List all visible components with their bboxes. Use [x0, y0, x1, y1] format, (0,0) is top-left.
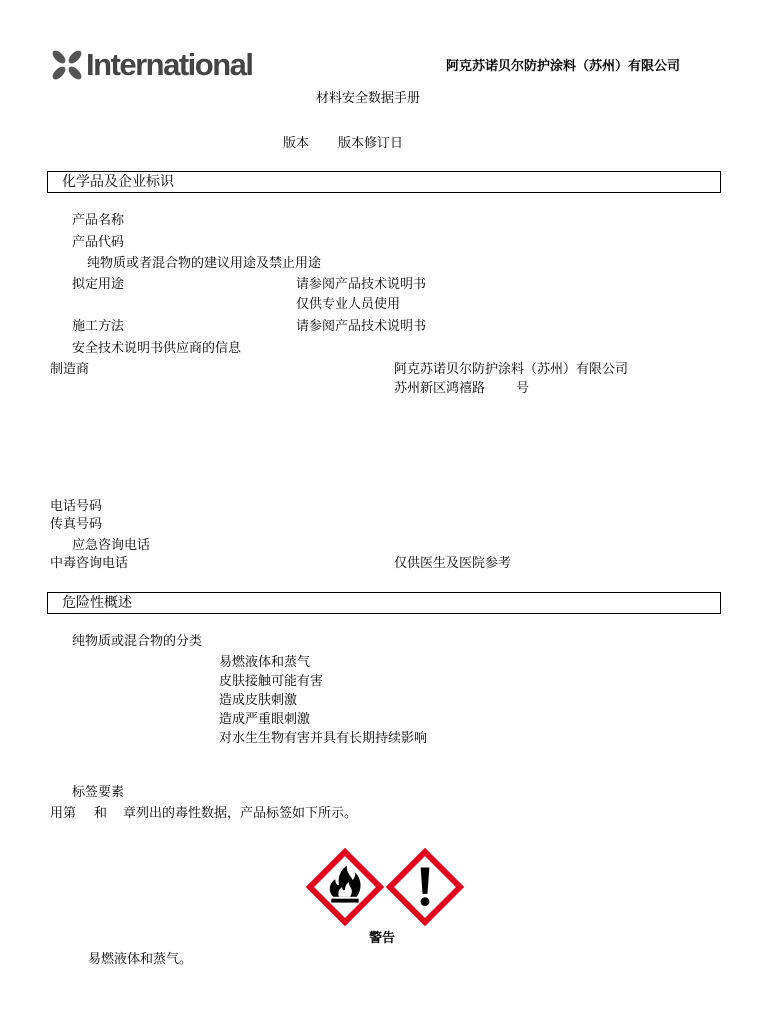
- hazard-statement: 易燃液体和蒸气。: [88, 952, 193, 967]
- signal-word: 警告: [369, 931, 396, 946]
- hazard-item: 对水生生物有害并具有长期持续影响: [219, 731, 428, 746]
- application-method-label: 施工方法: [72, 319, 125, 334]
- company-name: 阿克苏诺贝尔防护涂料（苏州）有限公司: [446, 59, 681, 74]
- address-number-suffix: 号: [516, 381, 530, 396]
- product-name-label: 产品名称: [72, 213, 125, 228]
- hazard-item: 易燃液体和蒸气: [219, 655, 311, 670]
- poison-phone-value: 仅供医生及医院参考: [394, 556, 512, 571]
- document-title: 材料安全数据手册: [316, 91, 421, 106]
- hazard-item: 造成皮肤刺激: [219, 693, 298, 708]
- label-note-part-3: 章列出的毒性数据，产品标签如下所示。: [123, 806, 358, 821]
- hazard-item: 造成严重眼刺激: [219, 712, 311, 727]
- intended-use-value: 请参阅产品技术说明书: [296, 277, 427, 292]
- manufacturer-label: 制造商: [50, 362, 90, 377]
- label-note-part-1: 用第: [50, 806, 77, 821]
- exclamation-icon: [386, 848, 464, 926]
- label-elements-heading: 标签要素: [72, 785, 125, 800]
- international-logo: [50, 48, 253, 82]
- intended-use-label: 拟定用途: [72, 277, 125, 292]
- application-method-value: 请参阅产品技术说明书: [296, 319, 427, 334]
- intended-use-value-2: 仅供专业人员使用: [296, 297, 401, 312]
- version-label: 版本: [283, 136, 310, 151]
- manufacturer-name: 阿克苏诺贝尔防护涂料（苏州）有限公司: [394, 362, 629, 377]
- manufacturer-address: 苏州新区鸿禧路: [394, 381, 486, 396]
- revision-date-label: 版本修订日: [338, 136, 404, 151]
- section-title: 危险性概述: [62, 595, 132, 611]
- recommended-use-heading: 纯物质或者混合物的建议用途及禁止用途: [87, 256, 322, 271]
- ghs-pictograms: [306, 848, 464, 926]
- fax-label: 传真号码: [50, 517, 103, 532]
- hazard-item: 皮肤接触可能有害: [219, 674, 324, 689]
- section-title: 化学品及企业标识: [62, 174, 174, 190]
- section-header-identification: [47, 171, 721, 193]
- product-code-label: 产品代码: [72, 235, 125, 250]
- phone-label: 电话号码: [50, 499, 103, 514]
- supplier-info-heading: 安全技术说明书供应商的信息: [72, 341, 242, 356]
- logo-mark-icon: [50, 48, 84, 82]
- logo-text: International: [86, 47, 253, 82]
- section-header-hazards: [47, 592, 721, 614]
- emergency-phone-label: 应急咨询电话: [72, 538, 151, 553]
- flame-icon: [306, 848, 384, 926]
- label-note-part-2: 和: [94, 806, 108, 821]
- poison-phone-label: 中毒咨询电话: [50, 556, 129, 571]
- classification-heading: 纯物质或混合物的分类: [72, 634, 203, 649]
